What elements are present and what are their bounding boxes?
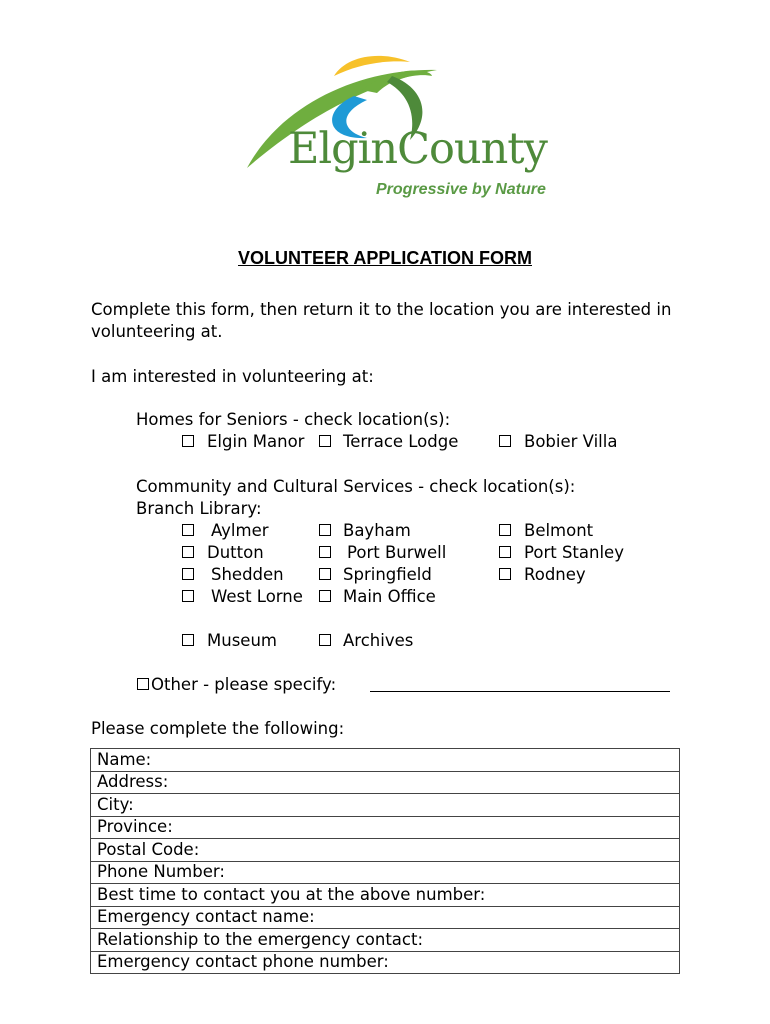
option-bobier-villa: Bobier Villa bbox=[524, 432, 618, 451]
option-dutton: Dutton bbox=[207, 543, 264, 562]
option-bayham: Bayham bbox=[343, 521, 411, 540]
checkbox-shedden[interactable] bbox=[182, 568, 194, 580]
checkbox-museum[interactable] bbox=[182, 634, 194, 646]
option-west-lorne: West Lorne bbox=[211, 587, 303, 606]
other-label: Other - please specify: bbox=[151, 675, 337, 694]
field-emergency-phone[interactable]: Emergency contact phone number: bbox=[91, 951, 680, 974]
community-heading: Community and Cultural Services - check location(s): bbox=[136, 477, 576, 496]
table-row bbox=[91, 951, 680, 974]
checkbox-main-office[interactable] bbox=[319, 590, 331, 602]
checkbox-belmont[interactable] bbox=[499, 524, 511, 536]
checkbox-springfield[interactable] bbox=[319, 568, 331, 580]
option-springfield: Springfield bbox=[343, 565, 432, 584]
table-row bbox=[91, 749, 680, 772]
table-row bbox=[91, 839, 680, 862]
logo-wordmark: ElginCounty bbox=[288, 124, 547, 174]
checkbox-aylmer[interactable] bbox=[182, 524, 194, 536]
option-museum: Museum bbox=[207, 631, 277, 650]
seniors-heading: Homes for Seniors - check location(s): bbox=[136, 410, 451, 429]
checkbox-archives[interactable] bbox=[319, 634, 331, 646]
field-postal-code[interactable]: Postal Code: bbox=[91, 839, 680, 862]
intro-text: Complete this form, then return it to the location you are interested in volunteering at. bbox=[91, 300, 672, 341]
option-belmont: Belmont bbox=[524, 521, 594, 540]
field-best-time[interactable]: Best time to contact you at the above number: bbox=[91, 884, 680, 907]
checkbox-rodney[interactable] bbox=[499, 568, 511, 580]
details-table bbox=[90, 748, 680, 974]
interest-label: I am interested in volunteering at: bbox=[91, 367, 374, 386]
table-row bbox=[91, 906, 680, 929]
table-row bbox=[91, 771, 680, 794]
option-rodney: Rodney bbox=[524, 565, 586, 584]
field-phone-number[interactable]: Phone Number: bbox=[91, 861, 680, 884]
checkbox-west-lorne[interactable] bbox=[182, 590, 194, 602]
field-emergency-relationship[interactable]: Relationship to the emergency contact: bbox=[91, 929, 680, 952]
table-row bbox=[91, 861, 680, 884]
checkbox-dutton[interactable] bbox=[182, 546, 194, 558]
option-elgin-manor: Elgin Manor bbox=[207, 432, 305, 451]
details-heading: Please complete the following: bbox=[91, 719, 345, 738]
option-main-office: Main Office bbox=[343, 587, 436, 606]
checkbox-terrace-lodge[interactable] bbox=[319, 435, 331, 447]
field-emergency-name[interactable]: Emergency contact name: bbox=[91, 906, 680, 929]
option-port-burwell: Port Burwell bbox=[347, 543, 447, 562]
checkbox-other[interactable] bbox=[137, 678, 149, 690]
branch-library-label: Branch Library: bbox=[136, 499, 262, 518]
checkbox-bobier-villa[interactable] bbox=[499, 435, 511, 447]
field-province[interactable]: Province: bbox=[91, 816, 680, 839]
option-shedden: Shedden bbox=[211, 565, 284, 584]
field-name[interactable]: Name: bbox=[91, 749, 680, 772]
table-row bbox=[91, 929, 680, 952]
table-row bbox=[91, 816, 680, 839]
table-row bbox=[91, 884, 680, 907]
option-terrace-lodge: Terrace Lodge bbox=[343, 432, 459, 451]
checkbox-elgin-manor[interactable] bbox=[182, 435, 194, 447]
field-address[interactable]: Address: bbox=[91, 771, 680, 794]
option-port-stanley: Port Stanley bbox=[524, 543, 624, 562]
checkbox-port-stanley[interactable] bbox=[499, 546, 511, 558]
field-city[interactable]: City: bbox=[91, 794, 680, 817]
option-aylmer: Aylmer bbox=[211, 521, 269, 540]
elgin-county-logo bbox=[242, 48, 552, 208]
checkbox-port-burwell[interactable] bbox=[319, 546, 331, 558]
option-archives: Archives bbox=[343, 631, 414, 650]
table-row bbox=[91, 794, 680, 817]
checkbox-bayham[interactable] bbox=[319, 524, 331, 536]
form-title: VOLUNTEER APPLICATION FORM bbox=[238, 248, 532, 268]
other-specify-line[interactable] bbox=[370, 691, 670, 692]
logo-tagline: Progressive by Nature bbox=[376, 181, 546, 198]
